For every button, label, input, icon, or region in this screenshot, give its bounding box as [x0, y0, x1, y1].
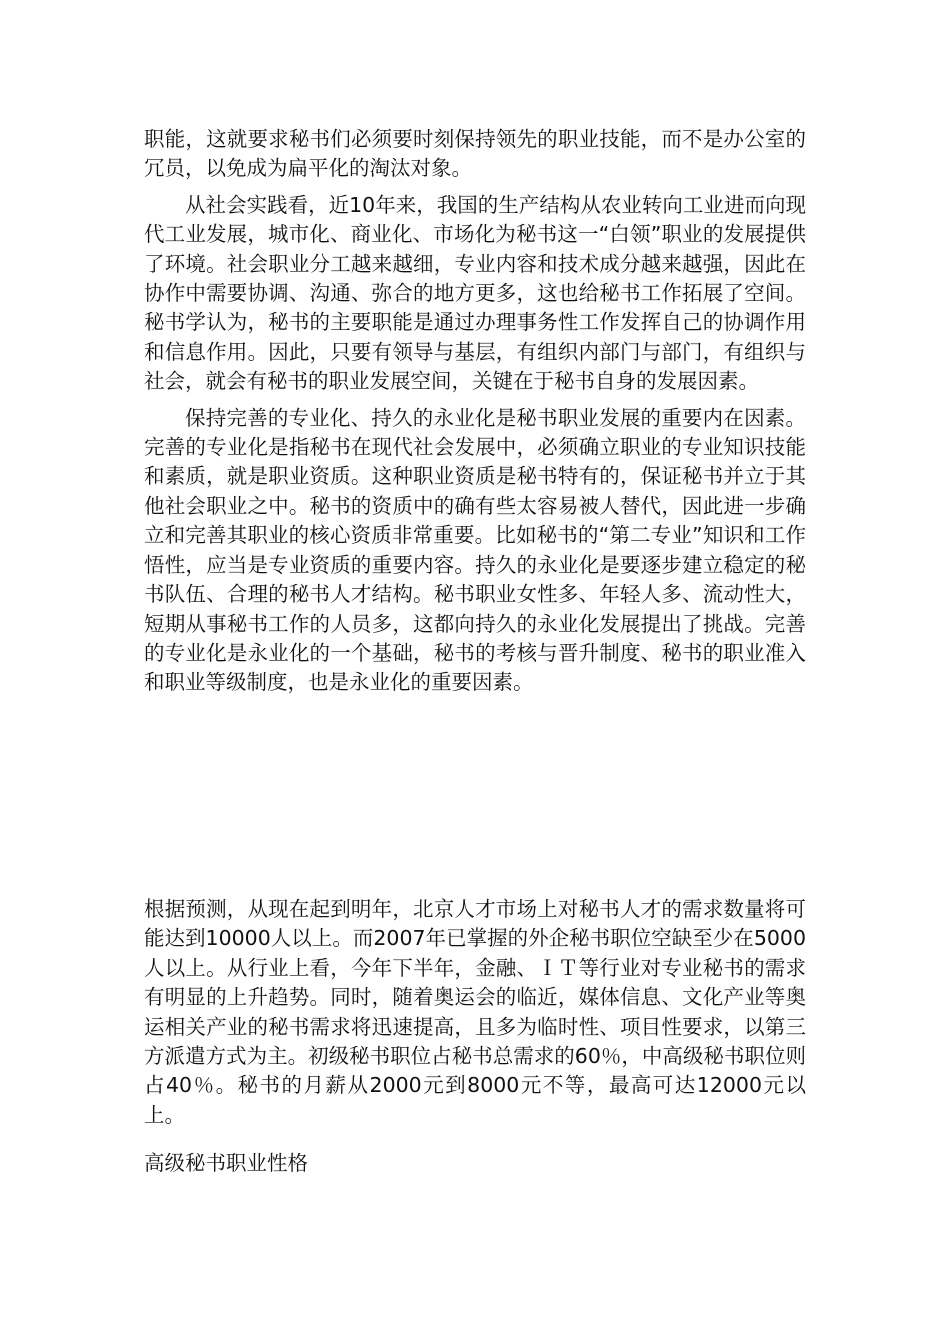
paragraph-social-practice: 从社会实践看，近10年来，我国的生产结构从农业转向工业进而向现代工业发展，城市化、商业化、市场化为秘书这一“白领”职业的发展提供了环境。社会职业分工越来越细，专业内容和技术成分越来越强，因此在协作中需要协调、沟通、弥合的地方更多，这也给秘书工作拓展了空间。秘书学认为，秘书的主要职能是通过办理事务性工作发挥自己的协调作用和信息作用。因此，只要有领导与基层，有组织内部门与部门，有组织与社会，就会有秘书的职业发展空间，关键在于秘书自身的发展因素。: [144, 192, 806, 394]
paragraph-continuation: 职能，这就要求秘书们必须要时刻保持领先的职业技能，而不是办公室的冗员，以免成为扁平化的淘汰对象。: [144, 127, 806, 181]
section-heading-senior-secretary: 高级秘书职业性格: [144, 1151, 308, 1175]
paragraph-professionalization: 保持完善的专业化、持久的永业化是秘书职业发展的重要内在因素。完善的专业化是指秘书在现代社会发展中，必须确立职业的专业知识技能和素质，就是职业资质。这种职业资质是秘书特有的，保证秘书并立于其他社会职业之中。秘书的资质中的确有些太容易被人替代，因此进一步确立和完善其职业的核心资质非常重要。比如秘书的“第二专业”知识和工作悟性，应当是专业资质的重要内容。持久的永业化是要逐步建立稳定的秘书队伍、合理的秘书人才结构。秘书职业女性多、年轻人多、流动性大，短期从事秘书工作的人员多，这都向持久的永业化发展提出了挑战。完善的专业化是永业化的一个基础，秘书的考核与晋升制度、秘书的职业准入和职业等级制度，也是永业化的重要因素。: [144, 405, 806, 695]
document-body-top: [144, 125, 806, 698]
document-body-forecast: [144, 895, 806, 1130]
paragraph-forecast: 根据预测，从现在起到明年，北京人才市场上对秘书人才的需求数量将可能达到10000人以上。而2007年已掌握的外企秘书职位空缺至少在5000人以上。从行业上看，今年下半年，金融、ＩＴ等行业对专业秘书的需求有明显的上升趋势。同时，随着奥运会的临近，媒体信息、文化产业等奥运相关产业的秘书需求将迅速提高，且多为临时性、项目性要求，以第三方派遣方式为主。初级秘书职位占秘书总需求的60％，中高级秘书职位则占40％。秘书的月薪从2000元到8000元不等，最高可达12000元以上。: [144, 897, 806, 1127]
